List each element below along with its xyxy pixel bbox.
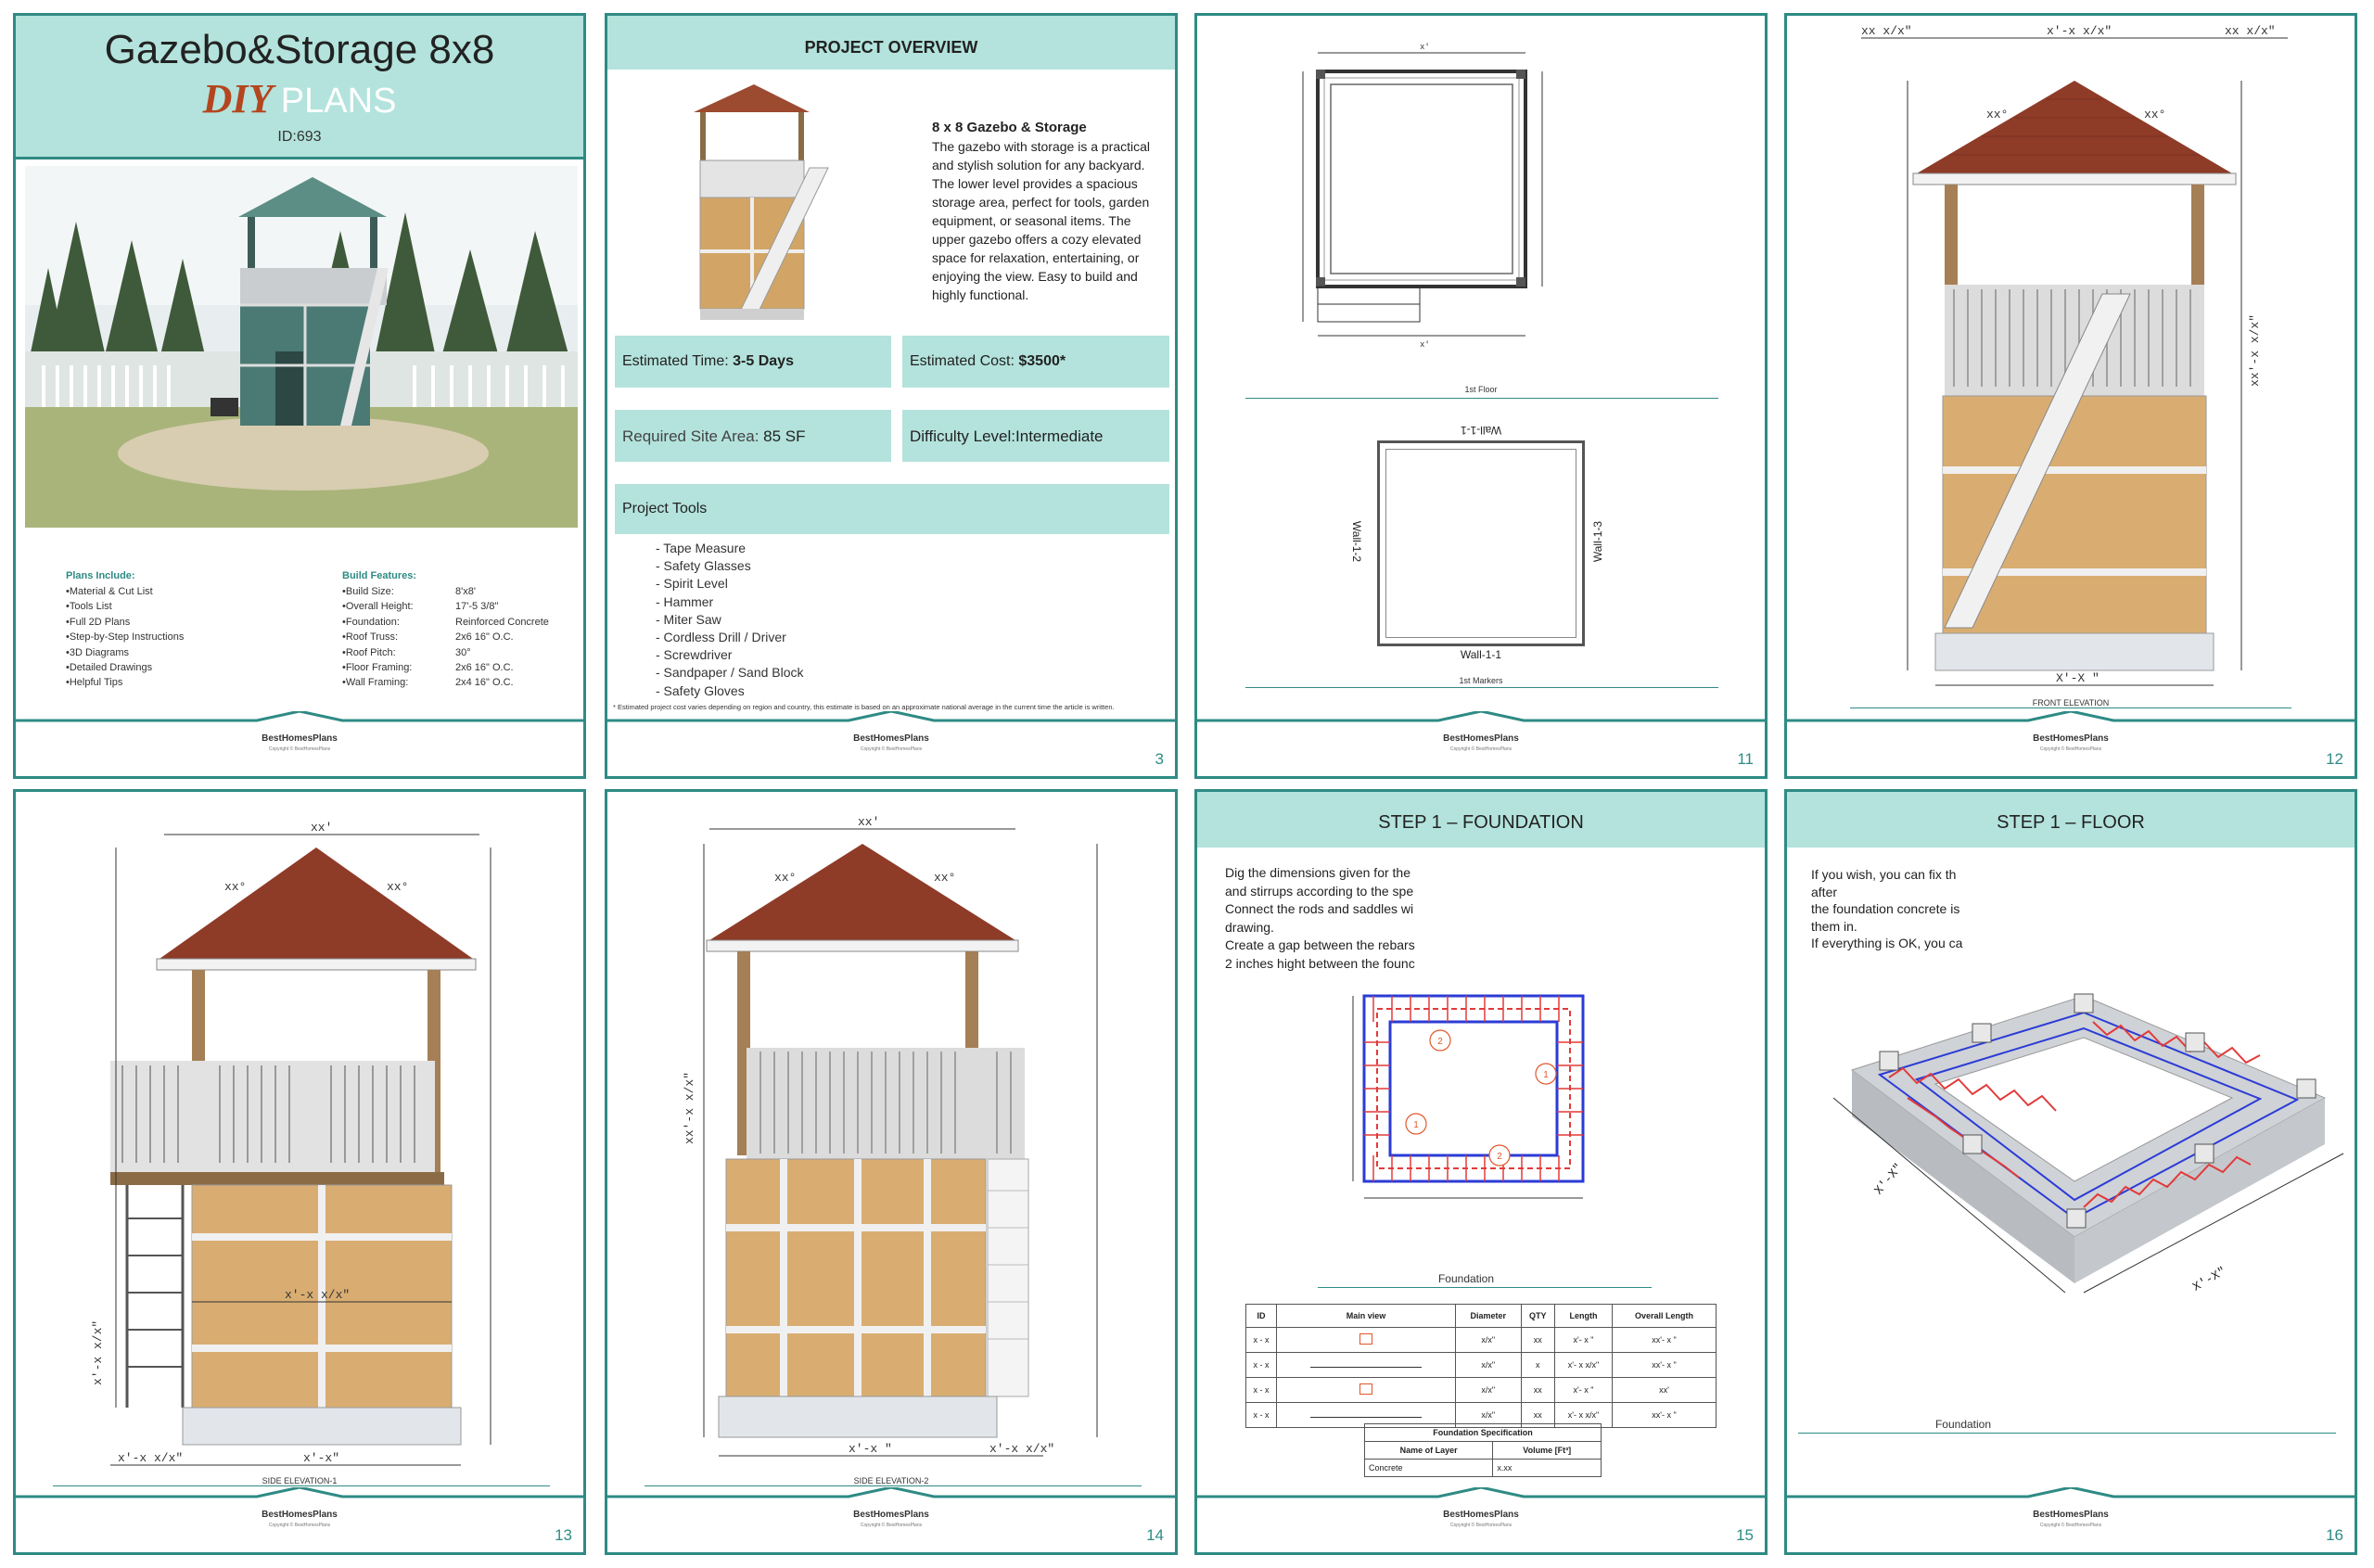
wall-label-right: Wall-1-3	[1591, 520, 1605, 563]
svg-text:xx°: xx°	[774, 871, 797, 885]
feature-row: •Overall Height: 17'-5 3/8"	[342, 601, 499, 613]
footer-brand: BestHomesPlans	[262, 733, 338, 744]
footer-brand: BestHomesPlans	[262, 1510, 338, 1520]
footer-copyright: Copyright © BestHomesPlans	[268, 746, 331, 752]
plans-include-list	[66, 584, 184, 691]
front-elevation-drawing	[1787, 16, 2355, 711]
footer-brand: BestHomesPlans	[853, 1510, 929, 1520]
svg-text:X'-X ": X'-X "	[2056, 671, 2100, 685]
svg-text:xx'-x x/x": xx'-x x/x"	[683, 1071, 696, 1144]
page-number: 11	[1737, 750, 1754, 768]
side1-caption: SIDE ELEVATION-1	[262, 1476, 338, 1485]
gazebo-model-image	[689, 75, 837, 325]
cost-note: * Estimated project cost varies depending on region and country, this estimate is based on an approximate national average in the current time the article is written.	[613, 703, 1115, 711]
table-row: x - x x/x" xx x'- x " xx'- x "	[1246, 1328, 1717, 1353]
floor-plan-page	[1194, 13, 1768, 779]
front-elevation-page	[1784, 13, 2357, 779]
footer-copyright: Copyright © BestHomesPlans	[1449, 746, 1512, 752]
build-features-list	[342, 584, 549, 691]
svg-text:xx'-x x/x": xx'-x x/x"	[2248, 313, 2262, 387]
svg-text:xx°: xx°	[224, 880, 247, 894]
page-footer	[16, 711, 583, 767]
svg-text:x'-x x/x": x'-x x/x"	[989, 1442, 1055, 1456]
tool-item: - Spirit Level	[656, 576, 728, 592]
footer-brand: BestHomesPlans	[2033, 733, 2109, 744]
svg-text:1: 1	[1543, 1070, 1549, 1080]
build-features-title: Build Features:	[342, 570, 417, 581]
wall-label-top: Wall-1-1	[1460, 424, 1502, 437]
product-description: The gazebo with storage is a practical and stylish solution for any backyard. The lower level provides a spacious storage area, perfect for tools, garden equipment, or seasonal items. The upper gazebo offers a cozy elevated space for relaxation, entertaining, or enjoying the view. Easy to build and highly functional.	[932, 139, 1151, 302]
step16-title: STEP 1 – FLOOR	[1997, 812, 2145, 833]
table-row: x - x x/x" xx x'- x " xx'	[1246, 1378, 1717, 1403]
step-foundation-page	[1194, 789, 1768, 1555]
area-text: Required Site Area: 85 SF	[622, 427, 806, 445]
feature-row: •Build Size: 8'x8'	[342, 586, 476, 597]
overview-page	[605, 13, 1178, 779]
page-footer	[1787, 711, 2355, 767]
side-elevation-1-drawing	[16, 792, 583, 1487]
tool-item: - Safety Glasses	[656, 558, 751, 574]
tool-item: - Safety Gloves	[656, 682, 745, 698]
feature-row: •Wall Framing: 2x4 16" O.C.	[342, 677, 514, 689]
feature-row: •Roof Truss: 2x6 16" O.C.	[342, 631, 514, 644]
footer-copyright: Copyright © BestHomesPlans	[268, 1523, 331, 1528]
step16-text: If you wish, you can fix th after the foundation concrete is them in. If everything is OK, you ca	[1811, 867, 1963, 951]
svg-text:xx': xx'	[311, 821, 333, 835]
include-item: •Helpful Tips	[66, 677, 123, 689]
svg-text:1: 1	[1413, 1120, 1419, 1130]
foundation-spec-table: Foundation Specification Name of Layer Volume [Ft³] Concrete x.xx	[1364, 1423, 1602, 1477]
tools-list	[656, 540, 804, 700]
cover-page	[13, 13, 586, 779]
tool-item: - Screwdriver	[656, 647, 733, 663]
side-elevation-1-page	[13, 789, 586, 1555]
tool-item: - Cordless Drill / Driver	[656, 630, 786, 645]
step16-caption: Foundation	[1934, 1418, 1992, 1431]
include-item: •3D Diagrams	[66, 646, 130, 658]
floor-caption: 1st Floor	[1464, 385, 1498, 394]
page-footer	[16, 1487, 583, 1543]
page-number: 13	[555, 1526, 572, 1544]
include-item: •Tools List	[66, 601, 112, 613]
feature-row: •Foundation: Reinforced Concrete	[342, 616, 549, 628]
footer-copyright: Copyright © BestHomesPlans	[2039, 746, 2102, 752]
svg-text:x'-x x/x": x'-x x/x"	[2047, 24, 2112, 38]
markers-caption: 1st Markers	[1459, 676, 1503, 685]
gazebo-render-image	[25, 166, 578, 528]
step15-title: STEP 1 – FOUNDATION	[1378, 812, 1584, 833]
table-row: x - x x/x" xx x'- x x/x" xx'- x "	[1246, 1403, 1717, 1428]
side2-caption: SIDE ELEVATION-2	[853, 1476, 929, 1485]
svg-text:2: 2	[1437, 1037, 1443, 1047]
tools-title: Project Tools	[622, 501, 708, 516]
rebar-plan-drawing	[1336, 977, 1624, 1246]
footer-copyright: Copyright © BestHomesPlans	[860, 746, 923, 752]
difficulty-text: Difficulty Level:Intermediate	[910, 427, 1104, 445]
step15-caption: Foundation	[1437, 1272, 1495, 1285]
page-number: 3	[1155, 750, 1164, 768]
tool-item: - Miter Saw	[656, 611, 721, 627]
page-footer	[1197, 1487, 1765, 1543]
footer-copyright: Copyright © BestHomesPlans	[860, 1523, 923, 1528]
markers-box	[1377, 440, 1585, 646]
time-text: Estimated Time: 3-5 Days	[622, 353, 794, 369]
plans-include-title: Plans Include:	[66, 570, 135, 581]
page-footer	[607, 1487, 1175, 1543]
include-item: •Material & Cut List	[66, 586, 153, 597]
wall-label-bottom: Wall-1-1	[1460, 648, 1502, 661]
feature-row: •Floor Framing: 2x6 16" O.C.	[342, 662, 514, 674]
footer-brand: BestHomesPlans	[1443, 733, 1519, 744]
page-number: 16	[2326, 1526, 2343, 1544]
footer-brand: BestHomesPlans	[2033, 1510, 2109, 1520]
step-floor-page	[1784, 789, 2357, 1555]
include-item: •Full 2D Plans	[66, 616, 131, 628]
svg-text:x'-x ": x'-x "	[849, 1442, 892, 1456]
plans-text: PLANS	[280, 82, 397, 121]
diy-text: DIY	[202, 76, 274, 121]
svg-text:xx': xx'	[858, 815, 880, 829]
svg-text:xx°: xx°	[2144, 108, 2166, 121]
svg-text:xx°: xx°	[934, 871, 956, 885]
svg-text:x': x'	[1420, 43, 1430, 52]
cover-id: ID:693	[277, 129, 322, 145]
dim-right: X'-X"	[2189, 1264, 2229, 1294]
svg-text:xx°: xx°	[387, 880, 409, 894]
page-footer	[607, 711, 1175, 767]
product-title: 8 x 8 Gazebo & Storage	[932, 120, 1087, 135]
wall-label-left: Wall-1-2	[1350, 520, 1364, 563]
side-elevation-2-page	[605, 789, 1178, 1555]
dim-left: X'-X"	[1871, 1160, 1906, 1198]
page-footer	[1787, 1487, 2355, 1543]
footer-copyright: Copyright © BestHomesPlans	[2039, 1523, 2102, 1528]
table-row: x - x x/x" x x'- x x/x" xx'- x "	[1246, 1353, 1717, 1378]
svg-text:x'-x x/x": x'-x x/x"	[91, 1319, 105, 1385]
front-caption: FRONT ELEVATION	[2032, 698, 2110, 708]
page-number: 12	[2326, 750, 2343, 768]
side-elevation-2-drawing	[607, 792, 1175, 1487]
svg-text:x': x'	[1420, 340, 1430, 350]
tool-item: - Tape Measure	[656, 541, 747, 555]
footer-brand: BestHomesPlans	[853, 733, 929, 744]
page-number: 14	[1146, 1526, 1164, 1544]
overview-title: PROJECT OVERVIEW	[804, 38, 978, 57]
svg-text:xx°: xx°	[1986, 108, 2009, 121]
include-item: •Detailed Drawings	[66, 662, 153, 674]
table-header-row: ID Main view Diameter QTY Length Overall Length	[1246, 1305, 1717, 1328]
footer-brand: BestHomesPlans	[1443, 1510, 1519, 1520]
cover-subtitle	[16, 75, 583, 122]
feature-row: •Roof Pitch: 30°	[342, 646, 471, 658]
svg-text:x'-x x/x": x'-x x/x"	[118, 1451, 184, 1465]
page-footer	[1197, 711, 1765, 767]
floor-plan-drawing	[1290, 34, 1661, 396]
rebar-table	[1245, 1304, 1717, 1428]
svg-text:x'-x": x'-x"	[303, 1451, 340, 1465]
tool-item: - Sandpaper / Sand Block	[656, 665, 804, 681]
step15-text: Dig the dimensions given for the and stirrups according to the spe Connect the rods and saddles wi drawing. Create a gap between the rebars 2 inches hight between the founc	[1225, 865, 1415, 971]
include-item: •Step-by-Step Instructions	[66, 631, 185, 644]
svg-text:x'-x x/x": x'-x x/x"	[285, 1288, 351, 1302]
tool-item: - Hammer	[656, 593, 714, 609]
svg-text:xx x/x": xx x/x"	[1861, 24, 1912, 38]
svg-text:2: 2	[1497, 1152, 1502, 1162]
svg-text:xx x/x": xx x/x"	[2225, 24, 2276, 38]
cover-title: Gazebo&Storage 8x8	[104, 27, 495, 72]
footer-copyright: Copyright © BestHomesPlans	[1449, 1523, 1512, 1528]
cost-text: Estimated Cost: $3500*	[910, 353, 1066, 369]
page-number: 15	[1736, 1526, 1754, 1544]
